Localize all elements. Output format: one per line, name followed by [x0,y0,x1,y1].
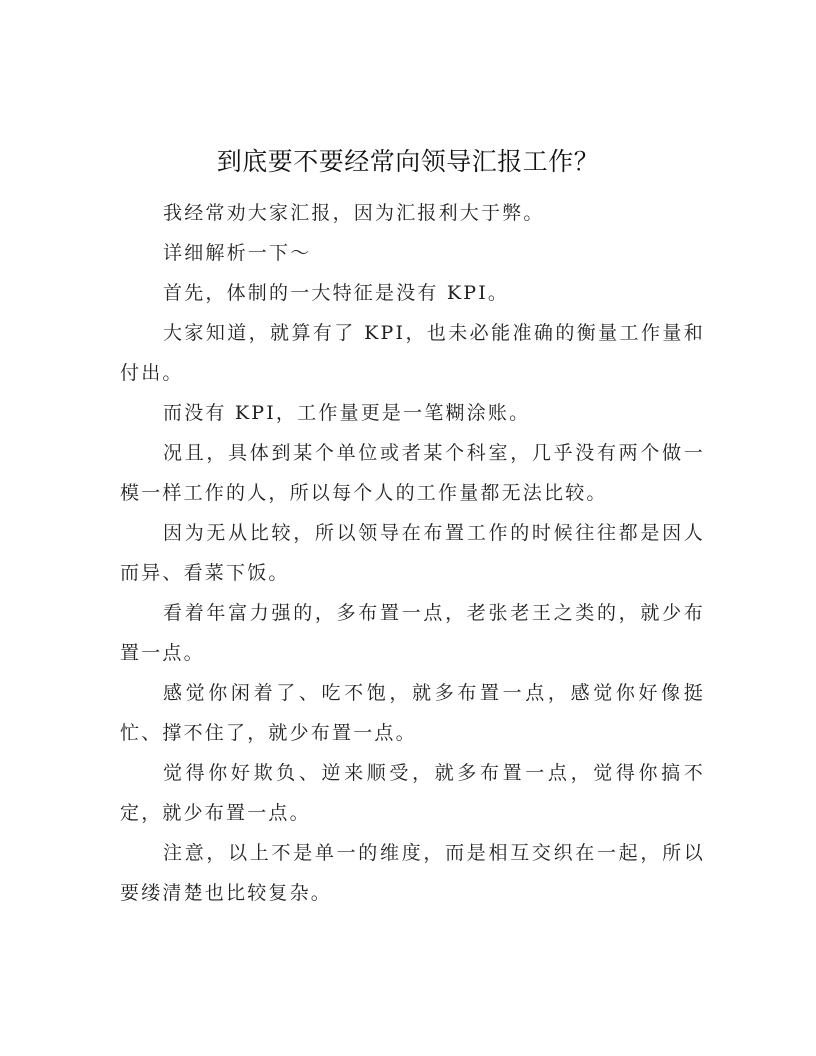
paragraph: 感觉你闲着了、吃不饱，就多布置一点，感觉你好像挺忙、撑不住了，就少布置一点。 [120,682,705,744]
paragraph: 我经常劝大家汇报，因为汇报利大于弊。 [163,202,545,224]
paragraph: 详细解析一下～ [163,242,312,264]
paragraph: 而没有 KPI，工作量更是一笔糊涂账。 [163,402,531,424]
paragraph: 因为无从比较，所以领导在布置工作的时候往往都是因人而异、看菜下饭。 [120,522,705,584]
paragraph: 觉得你好欺负、逆来顺受，就多布置一点，觉得你搞不定，就少布置一点。 [120,762,705,824]
paragraph: 况且，具体到某个单位或者某个科室，几乎没有两个做一模一样工作的人，所以每个人的工作量都无法比较。 [120,442,705,504]
document-body [120,193,705,913]
paragraph: 看着年富力强的，多布置一点，老张老王之类的，就少布置一点。 [120,602,705,664]
paragraph: 大家知道，就算有了 KPI，也未必能准确的衡量工作量和付出。 [120,322,705,384]
page-title: 到底要不要经常向领导汇报工作？ [216,147,600,176]
paragraph: 注意，以上不是单一的维度，而是相互交织在一起，所以要缕清楚也比较复杂。 [120,842,705,904]
paragraph: 首先，体制的一大特征是没有 KPI。 [163,282,510,304]
